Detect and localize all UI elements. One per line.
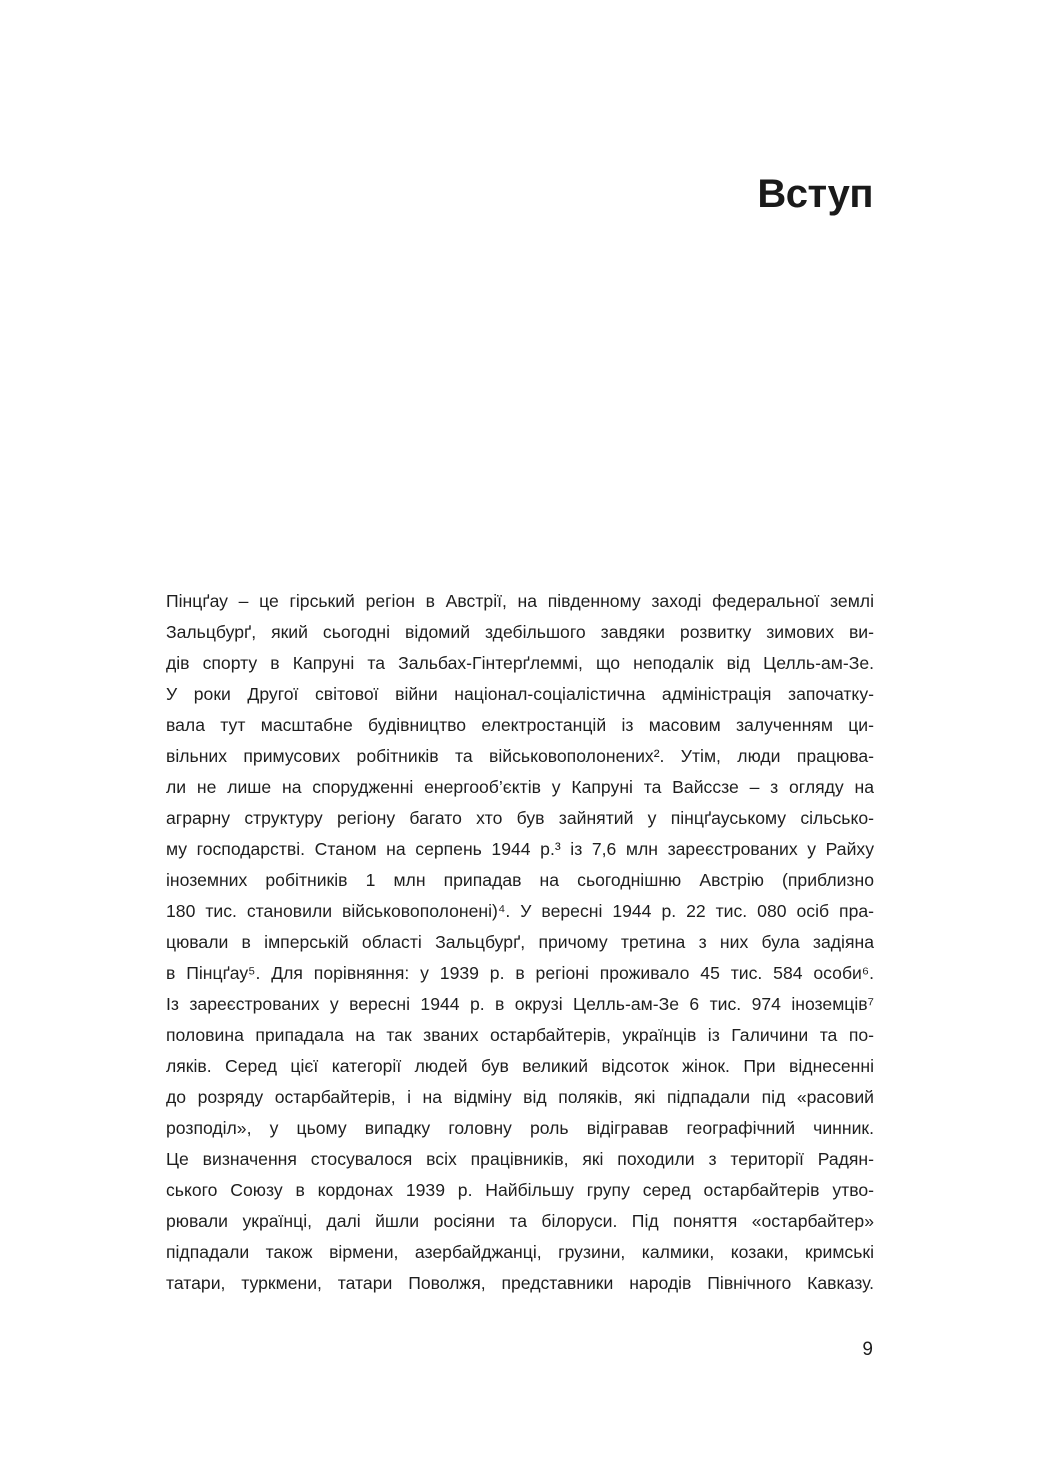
text-line: вільних примусових робітників та військовополонених². Утім, люди працюва-	[166, 746, 874, 766]
text-line: розподіл», у цьому випадку головну роль відігравав географічний чинник.	[166, 1118, 874, 1138]
text-line: 180 тис. становили військовополонені)⁴. У вересні 1944 р. 22 тис. 080 осіб пра-	[166, 901, 874, 921]
text-line: дів спорту в Капруні та Зальбах-Гінтерґлеммі, що неподалік від Целль-ам-Зе.	[166, 653, 874, 673]
text-line: вала тут масштабне будівництво електростанцій із масовим залученням ци-	[166, 715, 874, 735]
text-line: Із зареєстрованих у вересні 1944 р. в окрузі Целль-ам-Зе 6 тис. 974 іноземців⁷	[166, 994, 874, 1014]
page-number: 9	[862, 1339, 873, 1360]
text-line: ляків. Серед цієї категорії людей був великий відсоток жінок. При віднесенні	[166, 1056, 874, 1076]
text-line: половина припадала на так званих остарбайтерів, українців із Галичини та по-	[166, 1025, 874, 1045]
text-line: рювали українці, далі йшли росіяни та білоруси. Під поняття «остарбайтер»	[166, 1211, 874, 1231]
text-line: Зальцбурґ, який сьогодні відомий здебільшого завдяки розвитку зимових ви-	[166, 622, 874, 642]
text-line: Це визначення стосувалося всіх працівників, які походили з території Радян-	[166, 1149, 874, 1169]
text-line: ського Союзу в кордонах 1939 р. Найбільшу групу серед остарбайтерів утво-	[166, 1180, 874, 1200]
text-line: Пінцґау – це гірський регіон в Австрії, на південному заході федеральної землі	[166, 591, 874, 611]
text-line: підпадали також вірмени, азербайджанці, грузини, калмики, козаки, кримські	[166, 1242, 874, 1262]
text-line: іноземних робітників 1 млн припадав на сьогоднішню Австрію (приблизно	[166, 870, 874, 890]
text-line: У роки Другої світової війни націонал-соціалістична адміністрація започатку-	[166, 684, 874, 704]
text-line: в Пінцґау⁵. Для порівняння: у 1939 р. в регіоні проживало 45 тис. 584 особи⁶.	[166, 963, 874, 983]
text-line: до розряду остарбайтерів, і на відміну від поляків, які підпадали під «расовий	[166, 1087, 874, 1107]
text-line: татари, туркмени, татари Поволжя, представники народів Північного Кавказу.	[166, 1273, 874, 1293]
text-line: му господарстві. Станом на серпень 1944 р.³ із 7,6 млн зареєстрованих у Райху	[166, 839, 874, 859]
text-line: аграрну структуру регіону багато хто був зайнятий у пінцґауському сільсько-	[166, 808, 874, 828]
body-paragraph	[166, 586, 874, 1299]
chapter-title: Вступ	[757, 172, 873, 216]
text-line: цювали в імперській області Зальцбурґ, причому третина з них була задіяна	[166, 932, 874, 952]
text-line: ли не лише на спорудженні енергооб’єктів у Капруні та Вайссзе – з огляду на	[166, 777, 874, 797]
